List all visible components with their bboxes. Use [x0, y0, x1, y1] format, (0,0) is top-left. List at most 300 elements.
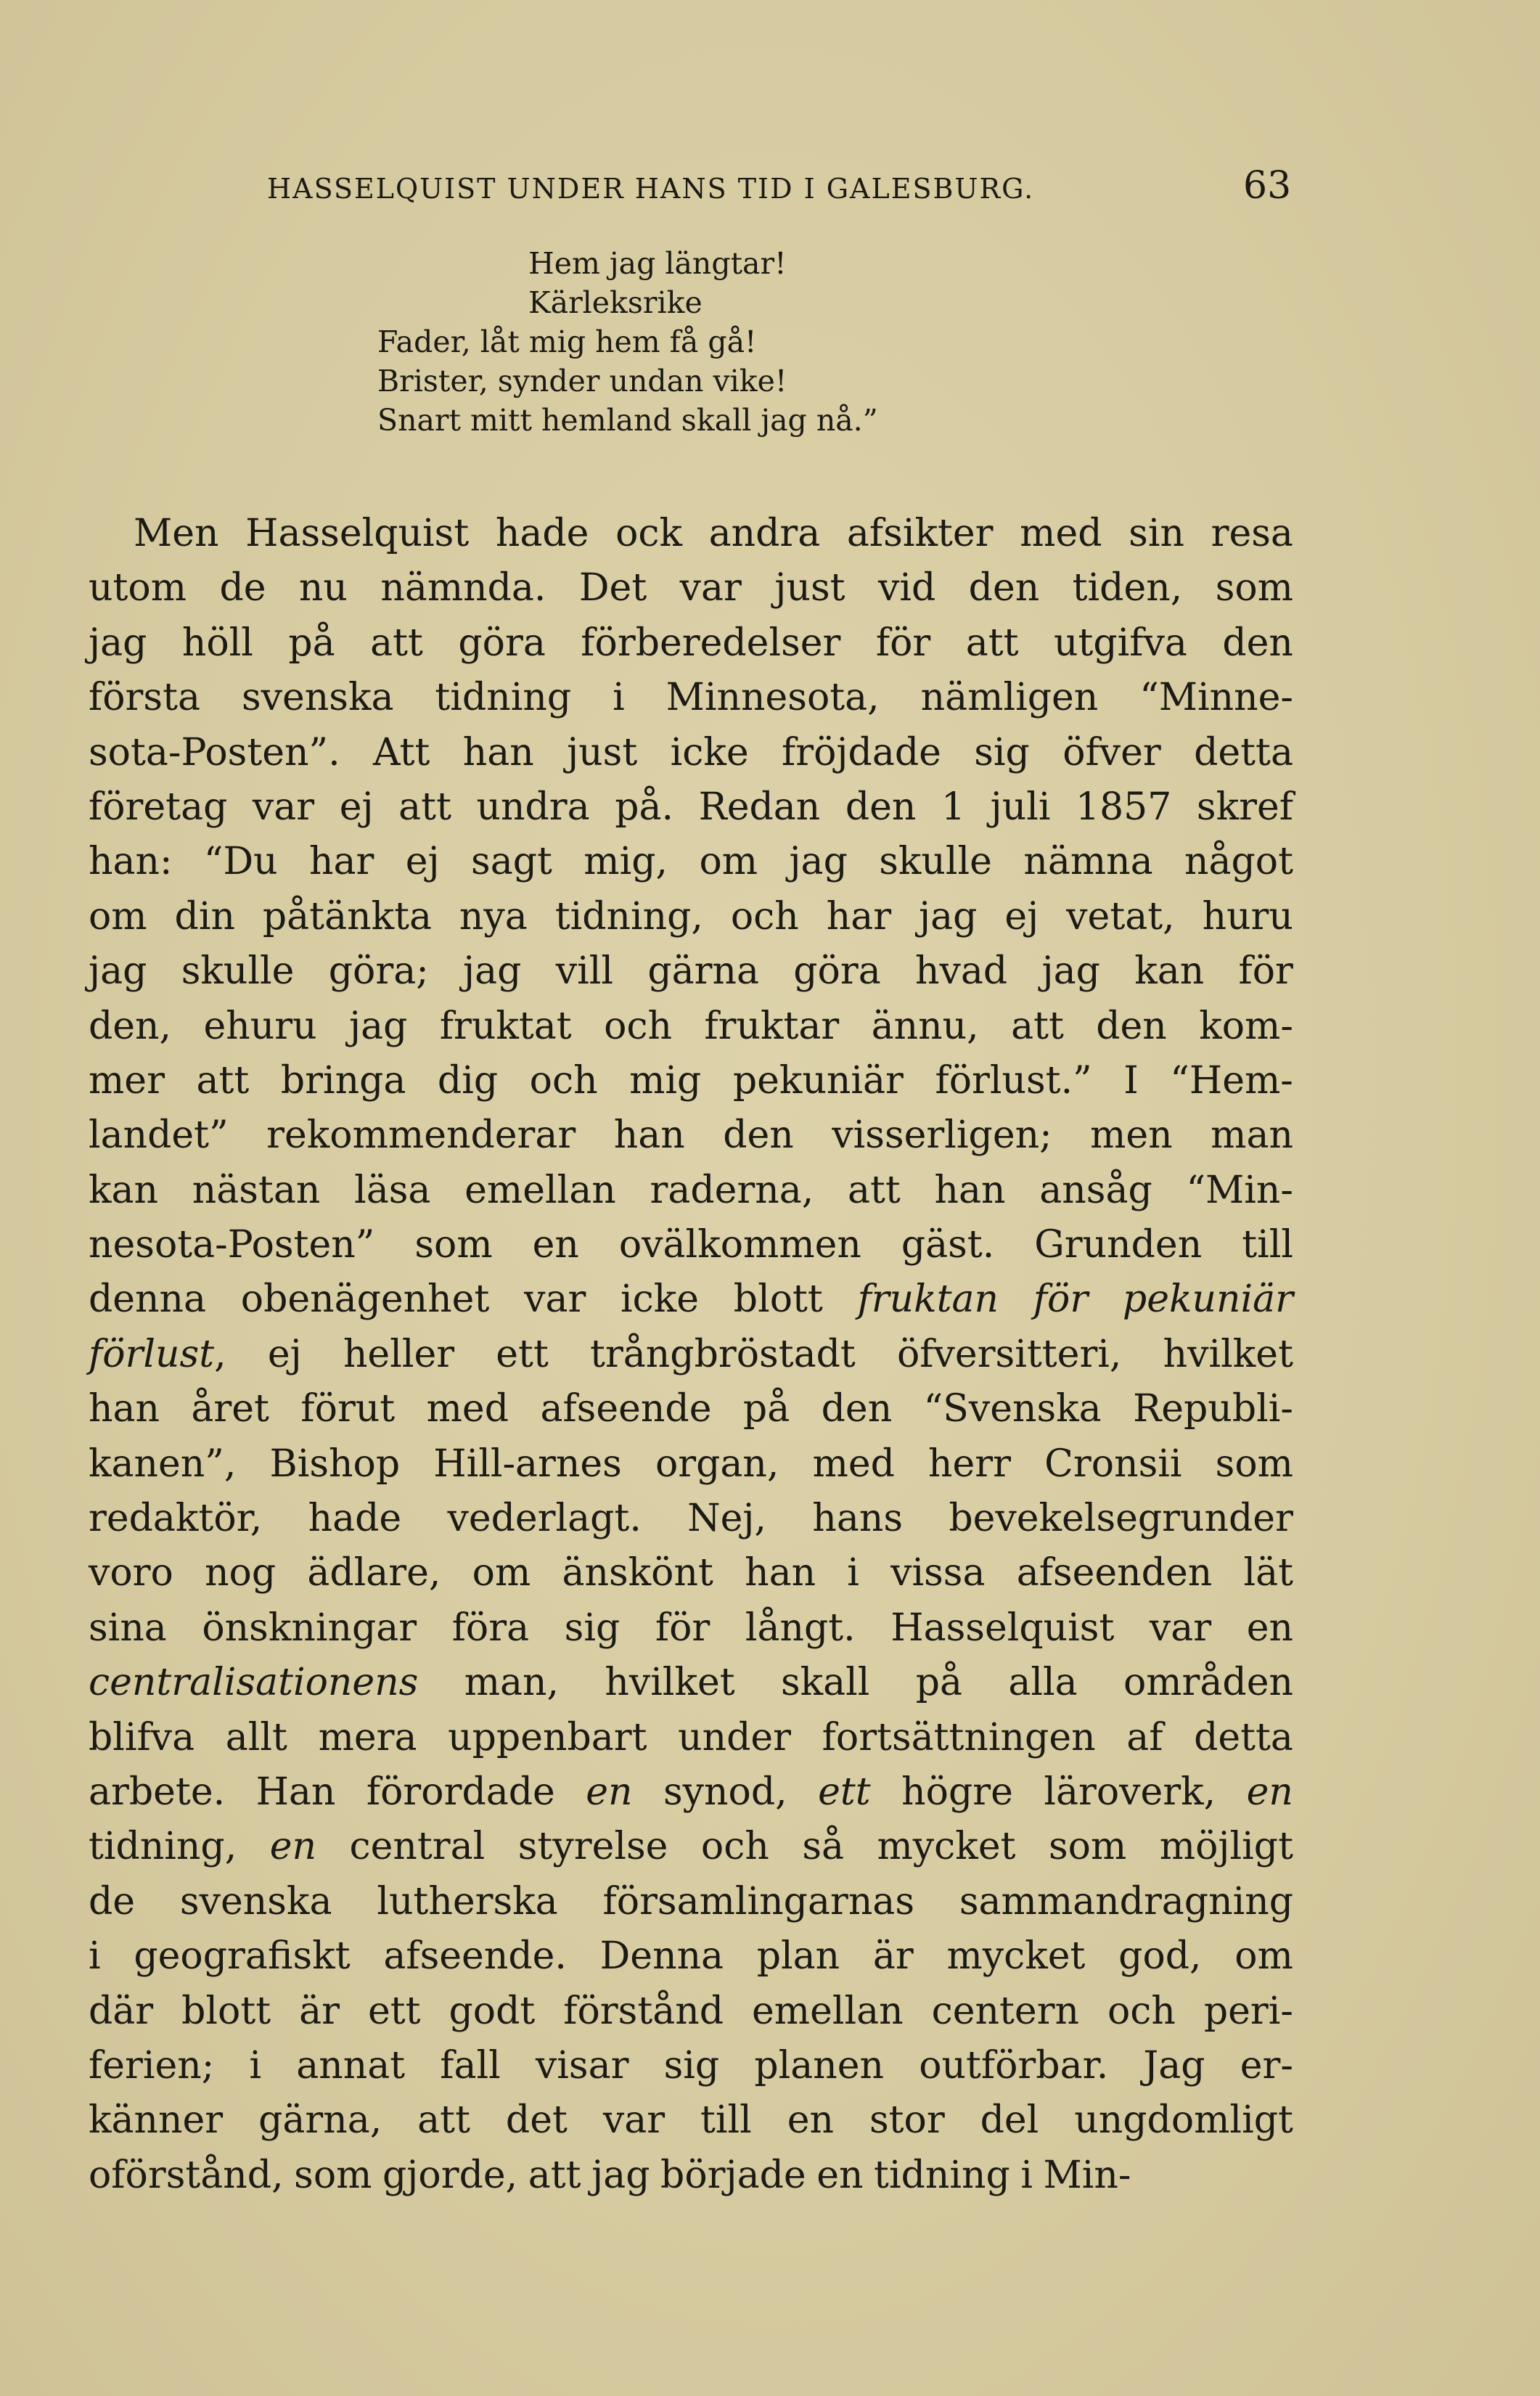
word: denna	[89, 1277, 207, 1322]
word: ehuru	[203, 1004, 317, 1048]
word: resa	[1211, 512, 1293, 555]
word: huru	[1202, 894, 1293, 939]
word: hvilket	[1163, 1332, 1293, 1376]
word: godt	[449, 1989, 536, 2033]
word: pekuniär	[1122, 1277, 1293, 1322]
word: var	[524, 1277, 586, 1322]
word: 1857	[1076, 785, 1172, 829]
word: med	[812, 1442, 895, 1486]
word: tidning,	[554, 894, 703, 939]
word: trångbröstadt	[590, 1332, 856, 1376]
word: en	[586, 1770, 633, 1814]
word: har	[826, 894, 892, 939]
word: och	[1107, 1989, 1176, 2033]
word: bevekelsegrunder	[949, 1497, 1293, 1541]
text-line	[89, 835, 1293, 889]
word: sota-Posten”.	[89, 730, 340, 774]
word: nämna	[1023, 840, 1153, 884]
word: en	[1246, 1606, 1293, 1650]
word: för	[1238, 949, 1293, 994]
text-line	[89, 1765, 1293, 1820]
word: kom-	[1199, 1004, 1293, 1048]
word: Grunden	[1034, 1223, 1203, 1267]
word: visserligen;	[832, 1113, 1052, 1158]
word: herr	[928, 1442, 1012, 1486]
word: afsikter	[846, 512, 994, 555]
word: nämnda.	[380, 566, 546, 610]
text-line	[89, 1108, 1293, 1163]
word: och	[700, 1825, 769, 1869]
word: geografiskt	[134, 1934, 351, 1979]
text-line	[89, 1601, 1293, 1656]
word: just	[567, 730, 638, 774]
word: där	[89, 1989, 154, 2033]
word: göra	[793, 949, 881, 994]
word: annat	[296, 2043, 406, 2088]
word: jag	[89, 949, 147, 994]
word: ej	[339, 785, 374, 829]
text-line	[89, 1437, 1293, 1492]
word: förlust,	[89, 1332, 226, 1376]
word: han	[89, 1387, 160, 1431]
word: gjorde,	[382, 2153, 518, 2197]
word: tidning	[874, 2153, 1010, 2197]
word: svenska	[179, 1879, 332, 1923]
text-line	[89, 726, 1293, 780]
word: med	[426, 1387, 509, 1431]
word: lät	[1243, 1551, 1293, 1595]
word: gäst.	[901, 1223, 995, 1267]
word: raderna,	[650, 1168, 814, 1212]
word: en	[269, 1825, 316, 1869]
word: Min-	[1043, 2153, 1131, 2197]
word: landet”	[89, 1113, 229, 1158]
word: jag	[348, 1004, 408, 1048]
word: oförstånd,	[89, 2153, 284, 2197]
word: blifva	[89, 1715, 195, 1759]
word: den	[845, 785, 917, 829]
word: förstånd	[563, 1989, 724, 2033]
text-line	[89, 890, 1293, 944]
word: vid	[877, 566, 936, 610]
word: mycket	[877, 1825, 1016, 1869]
word: en	[532, 1223, 579, 1267]
word: den	[821, 1387, 893, 1431]
word: nu	[298, 566, 348, 610]
word: känner	[89, 2098, 224, 2143]
word: den,	[89, 1004, 172, 1048]
word: att	[848, 1168, 901, 1212]
poem-line: Snart mitt hemland skall jag nå.”	[377, 403, 878, 438]
word: under	[678, 1715, 792, 1759]
word: jag	[89, 621, 147, 665]
word: pekuniär	[732, 1058, 904, 1103]
word: Jag	[1143, 2043, 1205, 2088]
text-line	[89, 1328, 1293, 1382]
word: rekommenderar	[266, 1113, 576, 1158]
word: han	[613, 1113, 685, 1158]
word: och	[604, 1004, 673, 1048]
word: nesota-Posten”	[89, 1223, 375, 1267]
word: Cronsii	[1044, 1442, 1182, 1486]
word: jag	[919, 894, 978, 939]
word: juli	[990, 785, 1051, 829]
word: icke	[670, 730, 749, 774]
word: högre	[901, 1770, 1013, 1814]
word: möjligt	[1159, 1825, 1293, 1869]
word: skulle	[879, 840, 992, 884]
word: med	[1020, 512, 1102, 555]
word: de	[89, 1879, 136, 1923]
text-line	[89, 1546, 1293, 1600]
word: gärna	[647, 949, 759, 994]
word: om	[472, 1551, 531, 1595]
word: den	[1096, 1004, 1167, 1048]
word: nya	[459, 894, 528, 939]
word: var	[679, 566, 742, 610]
word: läroverk,	[1044, 1770, 1216, 1814]
body-paragraph	[89, 507, 1293, 2203]
text-line	[89, 780, 1293, 835]
word: i	[847, 1551, 859, 1595]
word: han	[462, 730, 534, 774]
text-line	[89, 561, 1293, 616]
word: god,	[1118, 1934, 1202, 1979]
word: andra	[708, 512, 821, 555]
word: till	[1242, 1223, 1293, 1267]
poem-line: Brister, synder undan vike!	[377, 364, 787, 398]
word: förlust.”	[935, 1058, 1092, 1103]
word: Men	[134, 512, 219, 555]
word: hvad	[915, 949, 1008, 994]
word: för	[875, 621, 931, 665]
word: fortsättningen	[822, 1715, 1096, 1759]
word: ett	[367, 1989, 421, 2033]
word: mycket	[946, 1934, 1086, 1979]
word: förberedelser	[581, 621, 841, 665]
word: dig	[437, 1058, 499, 1103]
poem-line: Hem jag längtar!	[528, 246, 787, 281]
word: “Hem-	[1170, 1058, 1293, 1103]
word: Minnesota,	[665, 676, 880, 720]
word: om	[89, 894, 147, 939]
word: kanen”,	[89, 1442, 237, 1486]
word: som	[1215, 1442, 1293, 1486]
word: obenägenhet	[240, 1277, 490, 1322]
word: på.	[615, 785, 674, 829]
word: på	[288, 621, 335, 665]
word: fruktan	[857, 1277, 999, 1322]
word: sammandragning	[959, 1879, 1293, 1923]
word: som	[1048, 1825, 1127, 1869]
word: ovälkommen	[618, 1223, 861, 1267]
word: att	[370, 621, 423, 665]
text-line	[89, 1929, 1293, 1984]
word: detta	[1194, 1715, 1293, 1759]
word: till	[700, 2098, 752, 2143]
word: ej	[267, 1332, 302, 1376]
word: församlingarnas	[602, 1879, 914, 1923]
word: man,	[464, 1661, 560, 1705]
text-line	[89, 1272, 1293, 1327]
word: en	[787, 2098, 834, 2143]
word: planen	[754, 2043, 885, 2088]
word: allt	[225, 1715, 287, 1759]
word: började	[660, 2153, 806, 2197]
word: visar	[535, 2043, 629, 2088]
word: fall	[440, 2043, 501, 2088]
word: hade	[308, 1497, 402, 1541]
word: ett	[818, 1770, 871, 1814]
word: “Minne-	[1139, 676, 1293, 720]
text-line	[89, 1054, 1293, 1108]
text-line	[89, 1218, 1293, 1272]
word: att	[417, 2098, 470, 2143]
word: outförbar.	[919, 2043, 1109, 2088]
word: som	[1215, 566, 1293, 610]
word: Redan	[698, 785, 821, 829]
word: önskningar	[202, 1606, 417, 1650]
word: nog	[205, 1551, 277, 1595]
word: läsa	[354, 1168, 431, 1212]
word: gärna,	[258, 2098, 382, 2143]
text-line	[89, 1984, 1293, 2039]
word: den	[968, 566, 1040, 610]
word: en	[816, 2153, 864, 2197]
word: detta	[1194, 730, 1293, 774]
word: om	[699, 840, 758, 884]
text-line	[89, 2039, 1293, 2093]
text-line	[89, 1492, 1293, 1546]
text-line	[89, 507, 1293, 561]
word: synod,	[663, 1770, 787, 1814]
word: heller	[343, 1332, 455, 1376]
word: ännu,	[871, 1004, 979, 1048]
page-number: 63	[1243, 164, 1292, 208]
word: sin	[1129, 512, 1184, 555]
word: fruktar	[704, 1004, 840, 1048]
word: skref	[1196, 785, 1293, 829]
word: stor	[869, 2098, 945, 2143]
word: vill	[555, 949, 614, 994]
poem-line: Kärleksrike	[528, 285, 703, 320]
word: att	[398, 785, 451, 829]
word: Hasselquist	[245, 512, 470, 555]
word: tidning	[435, 676, 572, 720]
word: förordade	[366, 1770, 555, 1814]
word: styrelse	[517, 1825, 668, 1869]
word: man	[1211, 1113, 1293, 1158]
word: skall	[780, 1661, 870, 1705]
word: områden	[1123, 1661, 1293, 1705]
word: Han	[255, 1770, 336, 1814]
word: sig	[663, 2043, 720, 2088]
word: förut	[300, 1387, 396, 1431]
word: långt.	[745, 1606, 856, 1650]
word: centralisationens	[89, 1661, 419, 1705]
word: af	[1126, 1715, 1163, 1759]
word: om	[1234, 1934, 1293, 1979]
word: var	[1149, 1606, 1212, 1650]
word: ansåg	[1039, 1168, 1152, 1212]
text-line	[89, 1875, 1293, 1929]
word: Bishop	[269, 1442, 401, 1486]
word: det	[505, 2098, 568, 2143]
word: del	[980, 2098, 1039, 2143]
word: han	[745, 1551, 816, 1595]
word: som	[294, 2153, 372, 2197]
word: icke	[620, 1277, 700, 1322]
word: lutherska	[377, 1879, 558, 1923]
word: central	[349, 1825, 486, 1869]
word: hvilket	[605, 1661, 735, 1705]
word: organ,	[655, 1442, 779, 1486]
word: kan	[89, 1168, 159, 1212]
word: kan	[1134, 949, 1205, 994]
text-line	[89, 1711, 1293, 1765]
word: just	[774, 566, 845, 610]
word: något	[1184, 840, 1293, 884]
word: hans	[812, 1497, 904, 1541]
word: en	[1246, 1770, 1293, 1814]
text-line	[89, 2148, 1293, 2203]
text-line	[89, 944, 1293, 999]
word: änskönt	[562, 1551, 713, 1595]
word: vetat,	[1066, 894, 1175, 939]
word: plan	[756, 1934, 840, 1979]
word: Republi-	[1133, 1387, 1293, 1431]
text-line	[89, 1164, 1293, 1218]
word: Hasselquist	[890, 1606, 1115, 1650]
word: för	[1033, 1277, 1089, 1322]
word: “Svenska	[923, 1387, 1102, 1431]
word: öfversitteri,	[897, 1332, 1122, 1376]
word: centern	[931, 1989, 1079, 2033]
word: så	[802, 1825, 845, 1869]
word: men	[1090, 1113, 1173, 1158]
word: påtänkta	[262, 894, 432, 939]
word: är	[872, 1934, 914, 1979]
word: jag	[1041, 949, 1100, 994]
text-line	[89, 671, 1293, 725]
word: tidning,	[89, 1825, 237, 1869]
text-line	[89, 999, 1293, 1054]
word: öfver	[1062, 730, 1161, 774]
word: bringa	[280, 1058, 406, 1103]
word: året	[191, 1387, 269, 1431]
word: var	[252, 785, 315, 829]
word: hade	[495, 512, 589, 555]
word: i	[1020, 2153, 1033, 2197]
word: Hill-arnes	[433, 1442, 622, 1486]
word: voro	[89, 1551, 173, 1595]
word: mig,	[583, 840, 668, 884]
word: jag	[789, 840, 848, 884]
word: nästan	[192, 1168, 321, 1212]
word: ungdomligt	[1074, 2098, 1293, 2143]
word: på	[742, 1387, 790, 1431]
word: på	[915, 1661, 963, 1705]
word: att	[965, 621, 1019, 665]
word: alla	[1008, 1661, 1078, 1705]
text-line	[89, 1656, 1293, 1710]
word: din	[174, 894, 235, 939]
word: Att	[372, 730, 430, 774]
word: er-	[1240, 2043, 1293, 2088]
word: ej	[1004, 894, 1039, 939]
word: blott	[733, 1277, 823, 1322]
word: sig	[564, 1606, 620, 1650]
word: ädlare,	[307, 1551, 441, 1595]
word: undra	[476, 785, 590, 829]
word: peri-	[1203, 1989, 1293, 2033]
word: i	[89, 1934, 101, 1979]
word: mera	[318, 1715, 417, 1759]
word: han:	[89, 840, 173, 884]
word: ferien;	[89, 2043, 215, 2088]
running-title: HASSELQUIST UNDER HANS TID I GALESBURG.	[267, 173, 1035, 205]
word: mer	[89, 1058, 165, 1103]
text-line	[89, 1820, 1293, 1874]
word: och	[529, 1058, 598, 1103]
text-line	[89, 1382, 1293, 1436]
word: som	[414, 1223, 493, 1267]
word: “Min-	[1186, 1168, 1293, 1212]
word: afseende	[540, 1387, 712, 1431]
word: fruktat	[439, 1004, 572, 1048]
poem-line: Fader, låt mig hem få gå!	[377, 324, 757, 359]
word: sig	[974, 730, 1030, 774]
word: föra	[451, 1606, 530, 1650]
word: blott	[181, 1989, 271, 2033]
word: höll	[181, 621, 253, 665]
word: var	[602, 2098, 665, 2143]
word: “Du	[203, 840, 278, 884]
word: utgifva	[1053, 621, 1187, 665]
word: vissa	[890, 1551, 986, 1595]
text-line	[89, 616, 1293, 671]
word: för	[655, 1606, 710, 1650]
word: jag	[591, 2153, 650, 2197]
word: den	[1222, 621, 1293, 665]
word: att	[196, 1058, 250, 1103]
word: Denna	[599, 1934, 724, 1979]
word: utom	[89, 566, 187, 610]
word: ej	[405, 840, 440, 884]
word: sagt	[471, 840, 552, 884]
word: emellan	[752, 1989, 904, 2033]
word: afseenden	[1016, 1551, 1213, 1595]
word: Det	[578, 566, 647, 610]
word: nämligen	[920, 676, 1099, 720]
word: afseende.	[383, 1934, 567, 1979]
word: göra;	[328, 949, 429, 994]
word: och	[730, 894, 799, 939]
word: att	[528, 2153, 581, 2197]
word: göra	[458, 621, 546, 665]
word: ock	[615, 512, 683, 555]
word: redaktör,	[89, 1497, 263, 1541]
word: i	[613, 676, 625, 720]
poem-stanza	[377, 244, 1031, 440]
word: han	[934, 1168, 1006, 1212]
word: svenska	[241, 676, 394, 720]
word: uppenbart	[448, 1715, 647, 1759]
word: ett	[496, 1332, 549, 1376]
word: vederlagt.	[447, 1497, 642, 1541]
word: företag	[89, 785, 228, 829]
word: har	[309, 840, 374, 884]
